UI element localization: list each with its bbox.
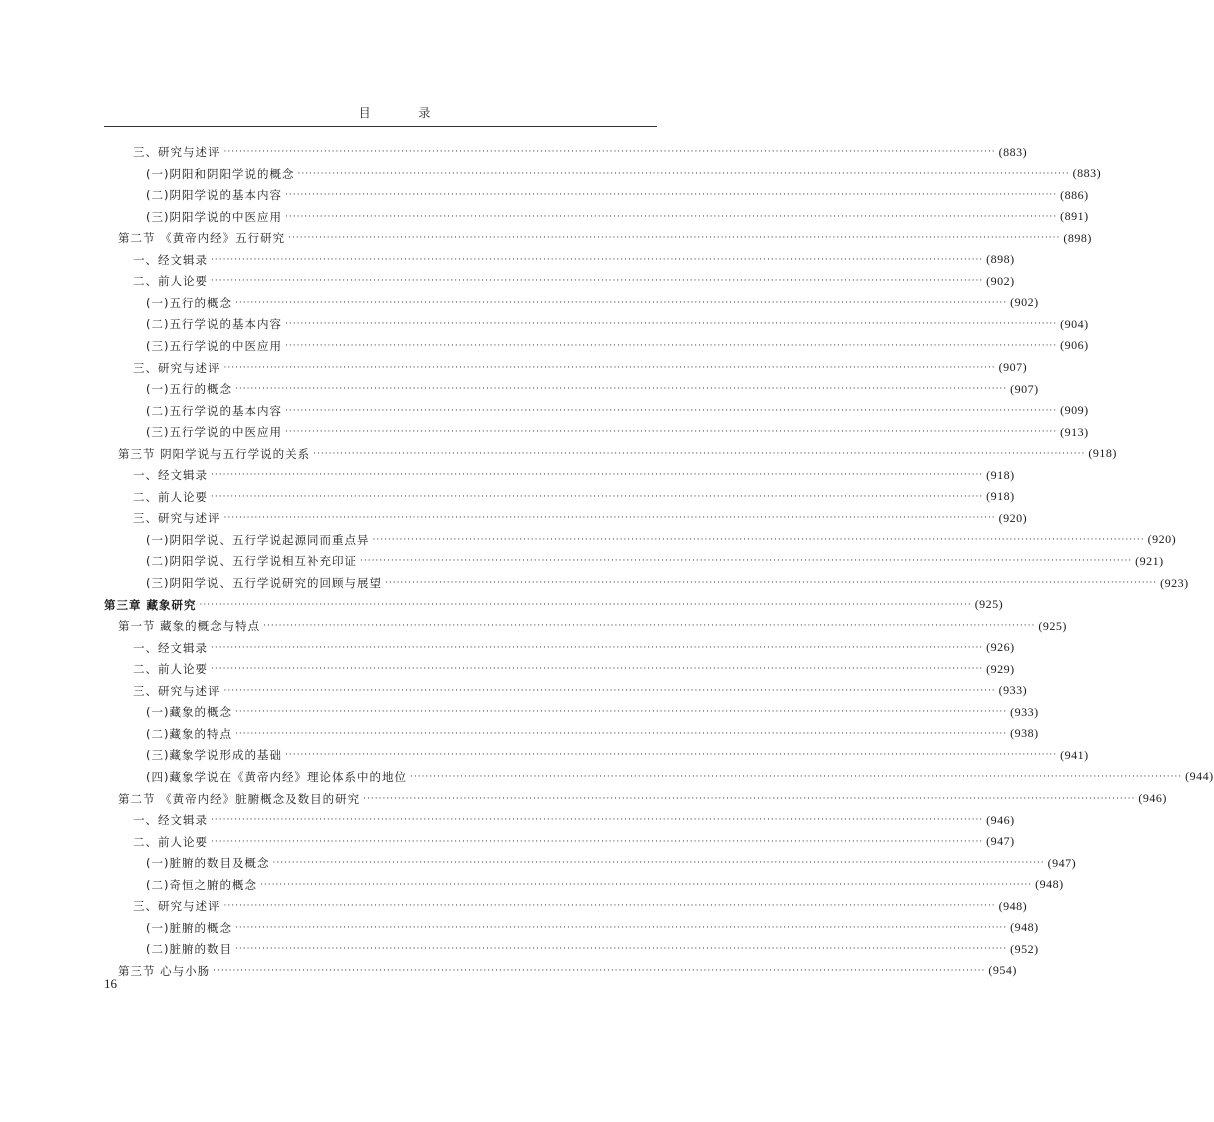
toc-entry-page: (918) <box>1088 446 1117 461</box>
toc-entry <box>146 164 1102 184</box>
toc-entry-page: (933) <box>998 683 1028 698</box>
toc-entry-page: (926) <box>986 640 1015 655</box>
toc-entry <box>133 250 1015 270</box>
dot-leader: ········································································································································································································ <box>223 362 996 373</box>
dot-leader: ········································································································································································································ <box>211 276 984 287</box>
toc-entry-title: (一)阴阳和阴阳学说的概念 <box>146 166 295 181</box>
toc-entry <box>118 444 1117 464</box>
toc-entry-title: (二)藏象的特点 <box>146 726 232 741</box>
toc-entry <box>146 207 1089 227</box>
dot-leader: ········································································································································································································ <box>313 448 1086 459</box>
toc-entry-title: (二)阴阳学说的基本内容 <box>146 188 282 203</box>
toc-entry-page: (948) <box>1035 877 1064 892</box>
toc-entry-title: (三)阴阳学说的中医应用 <box>146 209 282 224</box>
dot-leader: ········································································································································································································ <box>263 621 1036 632</box>
toc-entry <box>146 185 1089 205</box>
dot-leader: ········································································································································································································ <box>223 685 996 696</box>
dot-leader: ········································································································································································································ <box>234 384 1008 395</box>
toc-entry-title: 三、研究与述评 <box>133 683 221 698</box>
dot-leader: ········································································································································································································ <box>288 233 1061 244</box>
toc-entry-title: (二)脏腑的数目 <box>146 942 232 957</box>
toc-entry-page: (883) <box>1072 166 1102 181</box>
toc-entry-page: (947) <box>986 834 1015 849</box>
dot-leader: ········································································································································································································ <box>199 599 972 610</box>
toc-entry-title: (一)脏腑的概念 <box>146 920 232 935</box>
toc-entry-page: (941) <box>1060 747 1089 762</box>
toc-entry <box>146 530 1177 550</box>
toc-entry <box>133 638 1015 658</box>
toc-entry <box>133 487 1015 507</box>
toc-entry <box>146 767 1214 787</box>
dot-leader: ········································································································································································································ <box>213 965 986 976</box>
toc-entry-page: (920) <box>1147 532 1177 547</box>
toc-entry <box>146 422 1089 442</box>
toc-entry-page: (913) <box>1060 424 1089 439</box>
toc-entry <box>118 789 1167 809</box>
toc-entry-page: (898) <box>1063 230 1092 245</box>
toc-entry <box>104 595 1004 615</box>
toc-entry-title: 三、研究与述评 <box>133 899 221 914</box>
toc-entry <box>146 379 1039 399</box>
toc-entry <box>146 551 1164 571</box>
toc-entry <box>146 918 1039 938</box>
toc-entry <box>133 508 1028 528</box>
dot-leader: ········································································································································································································ <box>234 922 1008 933</box>
toc-entry-page: (925) <box>974 597 1004 612</box>
dot-leader: ········································································································································································································ <box>234 944 1008 955</box>
dot-leader: ········································································································································································································ <box>211 491 984 502</box>
toc-entry <box>146 573 1189 593</box>
toc-entry-page: (886) <box>1060 187 1089 202</box>
toc-entry-page: (918) <box>986 467 1015 482</box>
toc-entry-title: 二、前人论要 <box>133 834 208 849</box>
dot-leader: ········································································································································································································ <box>259 879 1033 890</box>
page-header-title: 目 录 <box>358 106 453 120</box>
dot-leader: ········································································································································································································ <box>211 664 984 675</box>
toc-entry-title: 一、经文辑录 <box>133 468 208 483</box>
toc-entry-page: (947) <box>1047 855 1077 870</box>
toc-entry <box>146 939 1039 959</box>
toc-entry <box>118 616 1067 636</box>
toc-entry-page: (938) <box>1010 726 1039 741</box>
toc-entry-page: (948) <box>998 898 1028 913</box>
dot-leader: ········································································································································································································ <box>284 750 1058 761</box>
toc-entry <box>146 702 1039 722</box>
toc-entry-title: 第三章 藏象研究 <box>104 597 197 612</box>
toc-entry-title: (二)奇恒之腑的概念 <box>146 877 257 892</box>
toc-entry-title: (三)藏象学说形成的基础 <box>146 748 282 763</box>
dot-leader: ········································································································································································································ <box>234 728 1008 739</box>
toc-entry-page: (946) <box>986 812 1015 827</box>
toc-entry-page: (918) <box>986 489 1015 504</box>
toc-entry <box>146 293 1039 313</box>
toc-entry <box>118 961 1017 981</box>
toc-entry-title: 第二节 《黄帝内经》五行研究 <box>118 231 286 246</box>
toc-entry-title: (二)五行学说的基本内容 <box>146 403 282 418</box>
dot-leader: ········································································································································································································ <box>223 147 996 157</box>
dot-leader: ········································································································································································································ <box>363 793 1136 804</box>
dot-leader: ········································································································································································································ <box>372 534 1145 545</box>
toc-entry-page: (902) <box>1010 295 1039 310</box>
toc-entry-page: (906) <box>1060 338 1089 353</box>
toc-entry-page: (925) <box>1038 618 1067 633</box>
toc-entry <box>133 681 1028 701</box>
toc-entry-title: (二)阴阳学说、五行学说相互补充印证 <box>146 554 357 569</box>
toc-entry <box>133 271 1015 291</box>
dot-leader: ········································································································································································································ <box>234 297 1008 308</box>
toc-entry-page: (898) <box>986 252 1015 267</box>
header-rule <box>104 126 657 127</box>
dot-leader: ········································································································································································································ <box>284 190 1058 201</box>
toc-entry-page: (883) <box>998 144 1028 159</box>
toc-entry <box>146 853 1077 873</box>
dot-leader: ········································································································································································································ <box>211 470 984 481</box>
toc-entry-page: (952) <box>1010 941 1039 956</box>
toc-entry <box>146 875 1064 895</box>
toc-entry-title: (四)藏象学说在《黄帝内经》理论体系中的地位 <box>146 769 407 784</box>
dot-leader: ········································································································································································································ <box>409 771 1183 782</box>
dot-leader: ········································································································································································································ <box>223 901 996 912</box>
toc-entry-title: (一)五行的概念 <box>146 295 232 310</box>
toc-entry <box>133 896 1028 916</box>
dot-leader: ········································································································································································································ <box>211 254 984 265</box>
toc-entry-title: (三)五行学说的中医应用 <box>146 425 282 440</box>
toc-entry-page: (948) <box>1010 920 1039 935</box>
toc-entry <box>133 142 1028 162</box>
dot-leader: ········································································································································································································ <box>272 858 1045 869</box>
toc-entry-title: 一、经文辑录 <box>133 252 208 267</box>
toc-entry-page: (923) <box>1160 575 1189 590</box>
toc-entry-page: (929) <box>986 661 1015 676</box>
toc-entry <box>146 401 1089 421</box>
toc-entry-title: 第三节 心与小肠 <box>118 963 211 978</box>
toc-entry-title: 第二节 《黄帝内经》脏腑概念及数目的研究 <box>118 791 361 806</box>
toc-entry-title: (二)五行学说的基本内容 <box>146 317 282 332</box>
toc-entry <box>133 465 1015 485</box>
toc-entry <box>133 832 1015 852</box>
toc-entry-title: (一)阴阳学说、五行学说起源同而重点异 <box>146 532 370 547</box>
toc-entry-title: 三、研究与述评 <box>133 360 221 375</box>
toc-entry-title: 二、前人论要 <box>133 489 208 504</box>
toc-entry-title: (一)藏象的概念 <box>146 705 232 720</box>
dot-leader: ········································································································································································································ <box>284 211 1058 222</box>
dot-leader: ········································································································································································································ <box>211 836 984 847</box>
toc-entry-page: (946) <box>1138 791 1167 805</box>
dot-leader: ········································································································································································································ <box>211 815 984 826</box>
dot-leader: ········································································································································································································ <box>284 340 1058 351</box>
toc-entry <box>133 810 1015 830</box>
dot-leader: ········································································································································································································ <box>211 642 984 653</box>
dot-leader: ········································································································································································································ <box>297 168 1070 179</box>
toc-entry <box>118 228 1092 248</box>
toc-entry-title: (一)五行的概念 <box>146 382 232 397</box>
toc-entry-title: (三)五行学说的中医应用 <box>146 338 282 353</box>
toc-entry-page: (904) <box>1060 316 1089 331</box>
toc-entry-title: 一、经文辑录 <box>133 813 208 828</box>
toc-entry-page: (954) <box>988 963 1017 978</box>
toc-entry <box>133 358 1028 378</box>
dot-leader: ········································································································································································································ <box>384 578 1158 588</box>
dot-leader: ········································································································································································································ <box>284 405 1058 416</box>
toc-entry <box>146 314 1089 334</box>
toc-entry-page: (902) <box>986 273 1015 288</box>
dot-leader: ········································································································································································································ <box>359 556 1133 567</box>
toc-entry-title: 第三节 阴阳学说与五行学说的关系 <box>118 446 311 461</box>
dot-leader: ········································································································································································································ <box>223 513 996 524</box>
page-number: 16 <box>104 976 117 991</box>
dot-leader: ········································································································································································································ <box>284 427 1058 438</box>
toc-entry-title: (一)脏腑的数目及概念 <box>146 856 270 871</box>
toc-entry-title: 第一节 藏象的概念与特点 <box>118 619 261 634</box>
toc-entry-page: (921) <box>1135 553 1164 568</box>
toc-entry <box>146 745 1089 765</box>
toc-entry-title: 二、前人论要 <box>133 662 208 677</box>
toc-entry <box>146 336 1089 356</box>
toc-entry-page: (907) <box>998 360 1028 374</box>
dot-leader: ········································································································································································································ <box>284 319 1058 330</box>
toc-entry-title: 一、经文辑录 <box>133 640 208 655</box>
toc-entry-title: 三、研究与述评 <box>133 511 221 526</box>
toc-entry-page: (944) <box>1185 769 1214 784</box>
toc-entry-page: (920) <box>998 510 1028 525</box>
toc-entry-page: (933) <box>1010 704 1039 719</box>
toc-entry-title: 三、研究与述评 <box>133 145 221 159</box>
dot-leader: ········································································································································································································ <box>234 707 1008 718</box>
toc-entry-page: (907) <box>1010 381 1039 396</box>
toc-entry <box>133 659 1015 679</box>
toc-entry-page: (891) <box>1060 209 1089 224</box>
toc-entry-title: 二、前人论要 <box>133 274 208 289</box>
toc-entry <box>146 724 1039 744</box>
toc-entry-title: (三)阴阳学说、五行学说研究的回顾与展望 <box>146 576 382 590</box>
toc-entry-page: (909) <box>1060 403 1089 418</box>
